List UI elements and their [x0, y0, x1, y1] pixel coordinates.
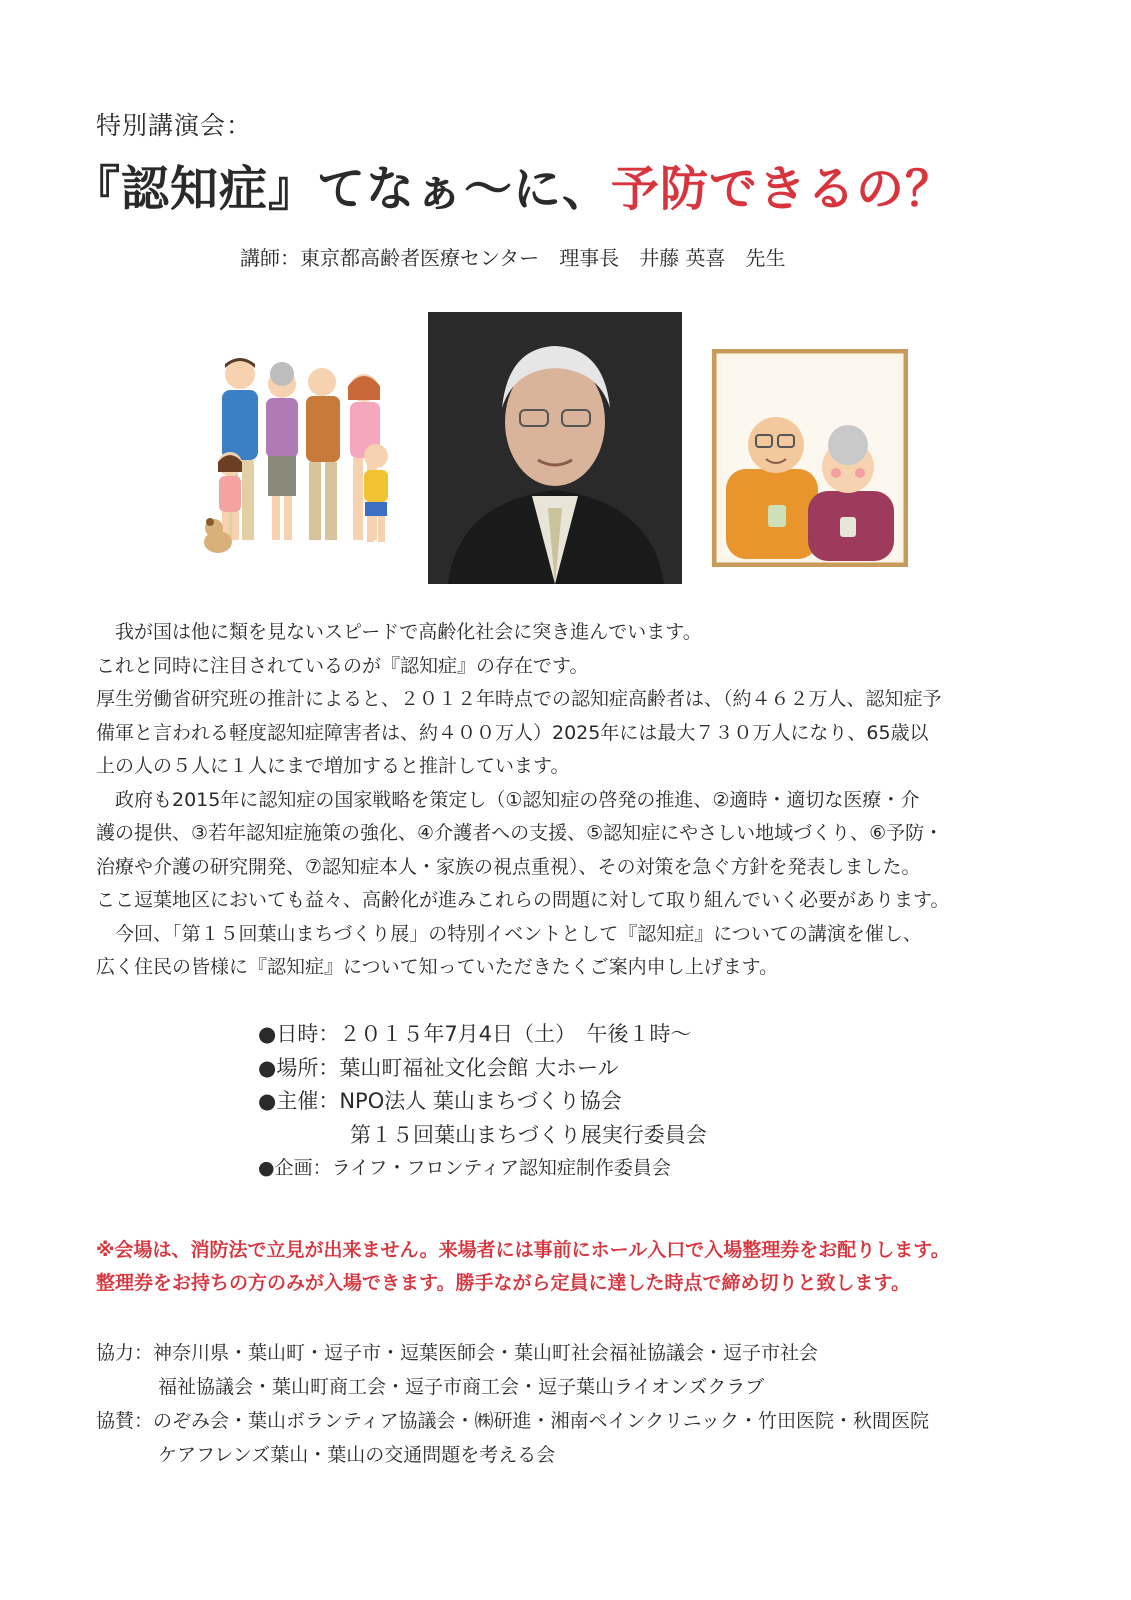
speaker-line: 講師：東京都高齢者医療センター 理事長 井藤 英喜 先生 — [240, 246, 786, 270]
elderly-couple-illustration — [712, 349, 908, 567]
event-organizer: ●主催：NPO法人 葉山まちづくり協会 — [258, 1089, 622, 1113]
body-line: これと同時に注目されているのが『認知症』の存在です。 — [96, 654, 589, 677]
portrait-figure — [428, 312, 682, 584]
body-line: ここ逗葉地区においても益々、高齢化が進みこれらの問題に対して取り組んでいく必要があります。 — [96, 889, 950, 911]
support-line: ケアフレンズ葉山・葉山の交通問題を考える会 — [158, 1444, 556, 1466]
event-venue: ●場所：葉山町福祉文化会館 大ホール — [258, 1055, 619, 1080]
body-line: 政府も2015年に認知症の国家戦略を策定し（①認知症の啓発の推進、②適時・適切な医療・介 — [96, 788, 920, 811]
body-line: 上の人の５人に１人にまで増加すると推計しています。 — [96, 755, 570, 777]
cooperation-line: 福祉協議会・葉山町商工会・逗子市商工会・逗子葉山ライオンズクラブ — [158, 1376, 765, 1398]
body-line: 護の提供、③若年認知症施策の強化、④介護者への支援、⑤認知症にやさしい地域づくり、⑥予防・ — [96, 822, 944, 844]
event-type-label: 特別講演会： — [96, 111, 253, 140]
body-line: 広く住民の皆様に『認知症』について知っていただきたくご案内申し上げます。 — [96, 956, 779, 978]
body-description — [96, 616, 1036, 985]
cooperation-line: 協力：神奈川県・葉山町・逗子市・逗葉医師会・葉山町社会福祉協議会・逗子市社会 — [96, 1342, 819, 1364]
event-details — [258, 1018, 707, 1186]
body-line: 治療や介護の研究開発、⑦認知症本人・家族の視点重視）、その対策を急ぐ方針を発表しました。 — [96, 855, 921, 878]
notice-line: 整理券をお持ちの方のみが入場できます。勝手ながら定員に達した時点で締め切りと致します。 — [96, 1272, 910, 1294]
speaker-portrait-photo — [428, 312, 682, 584]
notice-line: ※会場は、消防法で立見が出来ません。来場者には事前にホール入口で入場整理券をお配りします。 — [96, 1239, 950, 1261]
event-organizer-committee: 第１５回葉山まちづくり展実行委員会 — [350, 1122, 707, 1147]
event-planning: ●企画：ライフ・フロンティア認知症制作委員会 — [258, 1157, 671, 1179]
admission-notice — [96, 1234, 950, 1300]
headline — [72, 150, 954, 219]
headline-main: 『認知症』てなぁ～に、 — [72, 161, 612, 217]
body-line: 厚生労働省研究班の推計によると、２０１２年時点での認知症高齢者は、（約４６２万人、認知症予 — [96, 688, 942, 710]
headline-accent: 予防できるの？ — [611, 161, 955, 217]
body-line: 備軍と言われる軽度認知症障害者は、約４００万人）2025年には最大７３０万人になり、65歳以 — [96, 721, 929, 744]
support-line: 協賛：のぞみ会・葉山ボランティア協議会・㈱研進・湘南ペインクリニック・竹田医院・秋間医院 — [96, 1410, 929, 1432]
body-line: 今回、「第１５回葉山まちづくり展」の特別イベントとして『認知症』についての講演を催し、 — [96, 922, 922, 945]
body-line: 我が国は他に類を見ないスピードで高齢化社会に突き進んでいます。 — [96, 621, 702, 643]
sponsors-section — [96, 1336, 929, 1472]
event-datetime: ●日時：２０１５年7月4日（土） 午後１時～ — [258, 1022, 692, 1046]
family-illustration — [196, 352, 406, 564]
